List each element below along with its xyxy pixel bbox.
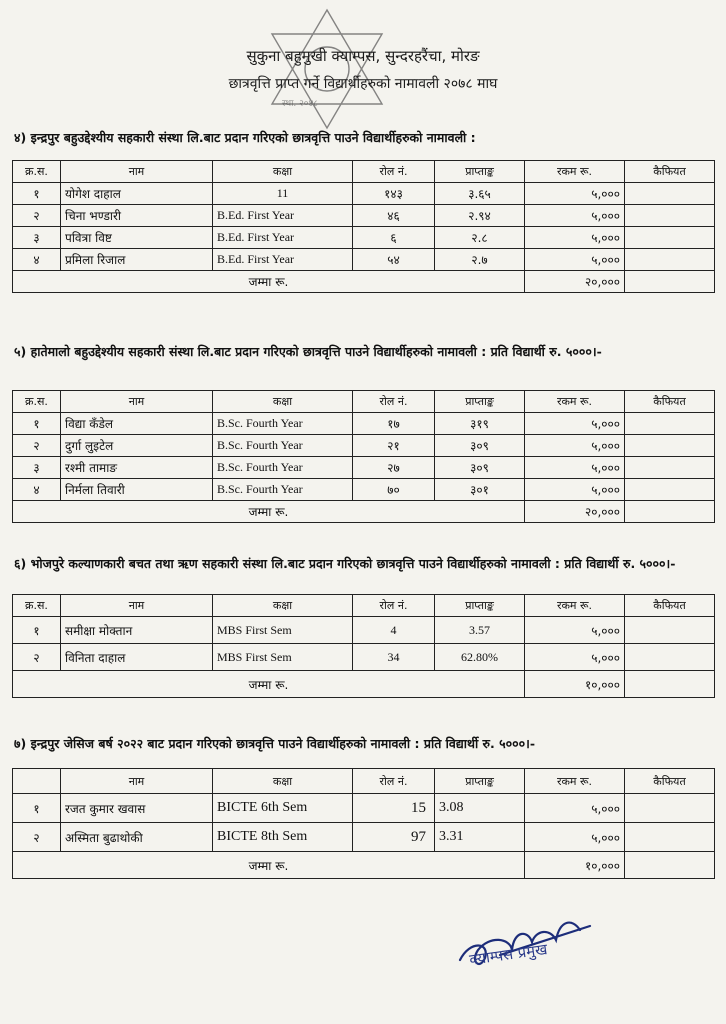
cell-roll: १७ <box>353 413 435 435</box>
col-name: नाम <box>61 595 213 617</box>
col-name: नाम <box>61 769 213 794</box>
cell-class: B.Sc. Fourth Year <box>213 435 353 457</box>
cell-obtained: 62.80% <box>435 644 525 671</box>
cell-remarks <box>625 457 715 479</box>
col-roll: रोल नं. <box>353 595 435 617</box>
total-row <box>13 501 715 523</box>
cell-class: BICTE 6th Sem <box>213 794 353 823</box>
cell-amount: ५,००० <box>525 479 625 501</box>
cell-obtained: 3.08 <box>435 794 525 823</box>
cell-amount: ५,००० <box>525 249 625 271</box>
cell-name: योगेश दाहाल <box>61 183 213 205</box>
col-class: कक्षा <box>213 161 353 183</box>
total-amount: १०,००० <box>525 852 625 879</box>
cell-name: रश्मी तामाङ <box>61 457 213 479</box>
cell-roll: १४३ <box>353 183 435 205</box>
scholarship-table-6 <box>12 594 715 698</box>
cell-class: 11 <box>213 183 353 205</box>
cell-amount: ५,००० <box>525 205 625 227</box>
cell-amount: ५,००० <box>525 183 625 205</box>
table-row <box>13 435 715 457</box>
table-header-row <box>13 391 715 413</box>
table-row <box>13 794 715 823</box>
total-amount: १०,००० <box>525 671 625 698</box>
cell-obtained: ३०९ <box>435 435 525 457</box>
table-header-row <box>13 161 715 183</box>
cell-sn: २ <box>13 205 61 227</box>
col-obtained: प्राप्ताङ्क <box>435 161 525 183</box>
cell-roll: 97 <box>353 823 435 852</box>
cell-sn: ४ <box>13 249 61 271</box>
table-row <box>13 644 715 671</box>
cell-class: B.Sc. Fourth Year <box>213 479 353 501</box>
cell-remarks <box>625 617 715 644</box>
col-roll: रोल नं. <box>353 769 435 794</box>
cell-amount: ५,००० <box>525 435 625 457</box>
col-sn: क्र.स. <box>13 391 61 413</box>
cell-remarks <box>625 671 715 698</box>
cell-amount: ५,००० <box>525 644 625 671</box>
table-row <box>13 183 715 205</box>
cell-name: विद्या कँडेल <box>61 413 213 435</box>
document-title: छात्रवृत्ति प्राप्त गर्ने विद्यार्थीहरुको नामावली २०७८ माघ <box>228 76 498 92</box>
col-sn: क्र.स. <box>13 161 61 183</box>
cell-remarks <box>625 227 715 249</box>
col-remarks: कैफियत <box>625 595 715 617</box>
cell-class: B.Sc. Fourth Year <box>213 413 353 435</box>
cell-amount: ५,००० <box>525 794 625 823</box>
cell-remarks <box>625 479 715 501</box>
cell-obtained: 3.57 <box>435 617 525 644</box>
cell-name: विनिता दाहाल <box>61 644 213 671</box>
cell-name: दुर्गा लुइटेल <box>61 435 213 457</box>
col-amount: रकम रू. <box>525 769 625 794</box>
cell-roll: ६ <box>353 227 435 249</box>
cell-obtained: ३.६५ <box>435 183 525 205</box>
col-sn <box>13 769 61 794</box>
cell-amount: ५,००० <box>525 617 625 644</box>
cell-obtained: ३०९ <box>435 457 525 479</box>
table-row <box>13 457 715 479</box>
cell-remarks <box>625 249 715 271</box>
cell-remarks <box>625 183 715 205</box>
col-remarks: कैफियत <box>625 161 715 183</box>
cell-obtained: ३१९ <box>435 413 525 435</box>
cell-remarks <box>625 501 715 523</box>
col-name: नाम <box>61 391 213 413</box>
total-amount: २०,००० <box>525 501 625 523</box>
cell-sn: १ <box>13 413 61 435</box>
table-header-row <box>13 595 715 617</box>
cell-amount: ५,००० <box>525 413 625 435</box>
cell-remarks <box>625 644 715 671</box>
section-4-title: ४) इन्द्रपुर बहुउद्देश्यीय सहकारी संस्था लि.बाट प्रदान गरिएको छात्रवृत्ति पाउने विद्यार्थीहरुको नामावली : <box>14 130 476 145</box>
cell-amount: ५,००० <box>525 823 625 852</box>
section-6-title: ६) भोजपुरे कल्याणकारी बचत तथा ऋण सहकारी संस्था लि.बाट प्रदान गरिएको छात्रवृत्ति पाउने विद्यार्थीहरुको नामावली : प्रति विद्यार्थी रु. ५०००।- <box>14 556 676 571</box>
campus-seal-icon <box>262 4 392 134</box>
cell-class: B.Ed. First Year <box>213 205 353 227</box>
col-obtained: प्राप्ताङ्क <box>435 391 525 413</box>
cell-obtained: ३०१ <box>435 479 525 501</box>
cell-name: समीक्षा मोक्तान <box>61 617 213 644</box>
cell-roll: 4 <box>353 617 435 644</box>
cell-sn: १ <box>13 794 61 823</box>
cell-class: MBS First Sem <box>213 617 353 644</box>
col-obtained: प्राप्ताङ्क <box>435 595 525 617</box>
cell-class: B.Ed. First Year <box>213 249 353 271</box>
total-label: जम्मा रू. <box>13 501 525 523</box>
cell-roll: २७ <box>353 457 435 479</box>
cell-sn: २ <box>13 435 61 457</box>
cell-name: अस्मिता बुढाथोकी <box>61 823 213 852</box>
cell-roll: ५४ <box>353 249 435 271</box>
cell-obtained: २.९४ <box>435 205 525 227</box>
col-remarks: कैफियत <box>625 391 715 413</box>
total-label: जम्मा रू. <box>13 271 525 293</box>
cell-name: पवित्रा विष्ट <box>61 227 213 249</box>
cell-name: निर्मला तिवारी <box>61 479 213 501</box>
cell-roll: ७० <box>353 479 435 501</box>
cell-obtained: 3.31 <box>435 823 525 852</box>
cell-sn: १ <box>13 617 61 644</box>
cell-roll: ४६ <box>353 205 435 227</box>
col-amount: रकम रू. <box>525 161 625 183</box>
col-class: कक्षा <box>213 391 353 413</box>
cell-amount: ५,००० <box>525 227 625 249</box>
total-row <box>13 271 715 293</box>
cell-roll: 34 <box>353 644 435 671</box>
cell-remarks <box>625 794 715 823</box>
cell-sn: ३ <box>13 457 61 479</box>
col-roll: रोल नं. <box>353 391 435 413</box>
cell-name: रजत कुमार खवास <box>61 794 213 823</box>
cell-class: B.Sc. Fourth Year <box>213 457 353 479</box>
section-5-title: ५) हातेमालो बहुउद्देश्यीय सहकारी संस्था लि.बाट प्रदान गरिएको छात्रवृत्ति पाउने विद्यार्थीहरुको नामावली : प्रति विद्यार्थी रु. ५०००।- <box>14 344 602 359</box>
scholarship-table-4 <box>12 160 715 293</box>
table-row <box>13 479 715 501</box>
col-remarks: कैफियत <box>625 769 715 794</box>
cell-remarks <box>625 823 715 852</box>
cell-sn: २ <box>13 823 61 852</box>
cell-obtained: २.८ <box>435 227 525 249</box>
col-sn: क्र.स. <box>13 595 61 617</box>
scholarship-table-7 <box>12 768 715 879</box>
col-roll: रोल नं. <box>353 161 435 183</box>
col-class: कक्षा <box>213 595 353 617</box>
total-row <box>13 852 715 879</box>
col-name: नाम <box>61 161 213 183</box>
cell-remarks <box>625 435 715 457</box>
signature-designation: क्याम्पस प्रमुख <box>468 940 549 969</box>
total-label: जम्मा रू. <box>13 671 525 698</box>
table-row <box>13 227 715 249</box>
total-row <box>13 671 715 698</box>
total-label: जम्मा रू. <box>13 852 525 879</box>
cell-obtained: २.७ <box>435 249 525 271</box>
total-amount: २०,००० <box>525 271 625 293</box>
col-amount: रकम रू. <box>525 595 625 617</box>
cell-roll: २१ <box>353 435 435 457</box>
cell-remarks <box>625 205 715 227</box>
campus-name: सुकुना बहुमुखी क्याम्पस, सुन्दरहरैंचा, मोरङ <box>246 47 480 65</box>
cell-class: BICTE 8th Sem <box>213 823 353 852</box>
table-row <box>13 617 715 644</box>
cell-class: B.Ed. First Year <box>213 227 353 249</box>
cell-class: MBS First Sem <box>213 644 353 671</box>
cell-sn: १ <box>13 183 61 205</box>
cell-name: प्रमिला रिजाल <box>61 249 213 271</box>
col-obtained: प्राप्ताङ्क <box>435 769 525 794</box>
cell-name: चिना भण्डारी <box>61 205 213 227</box>
table-row <box>13 205 715 227</box>
table-row <box>13 249 715 271</box>
cell-sn: ४ <box>13 479 61 501</box>
scholarship-table-5 <box>12 390 715 523</box>
cell-sn: ३ <box>13 227 61 249</box>
cell-remarks <box>625 413 715 435</box>
col-amount: रकम रू. <box>525 391 625 413</box>
seal-text: स्था. २०४८ <box>282 99 318 109</box>
col-class: कक्षा <box>213 769 353 794</box>
cell-amount: ५,००० <box>525 457 625 479</box>
table-row <box>13 823 715 852</box>
cell-remarks <box>625 271 715 293</box>
cell-sn: २ <box>13 644 61 671</box>
table-row <box>13 413 715 435</box>
cell-roll: 15 <box>353 794 435 823</box>
section-7-title: ७) इन्द्रपुर जेसिज बर्ष २०२२ बाट प्रदान गरिएको छात्रवृत्ति पाउने विद्यार्थीहरुको नामावली : प्रति विद्यार्थी रु. ५०००।- <box>14 736 536 751</box>
cell-remarks <box>625 852 715 879</box>
table-header-row <box>13 769 715 794</box>
